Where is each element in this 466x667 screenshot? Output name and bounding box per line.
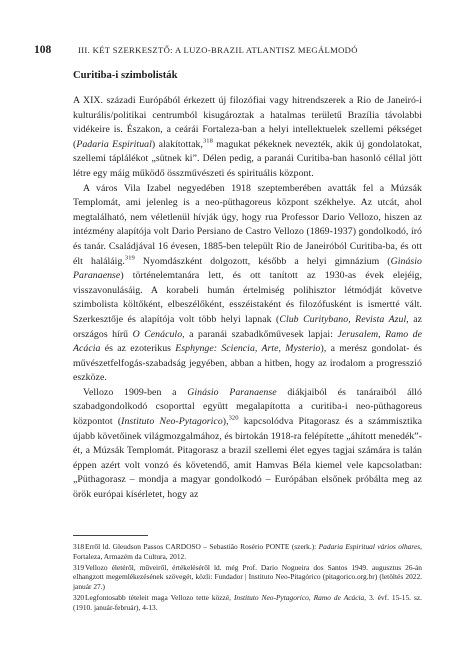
text-run: Erről ld. Gleudson Passos CARDOSO – Sebastião Rosério PONTE (szerk.): (85, 542, 319, 551)
running-head: III. KÉT SZERKESZTŐ: A LUZO-BRAZIL ATLANTISZ MEGÁLMODÓ (78, 45, 358, 55)
page-number: 108 (34, 44, 52, 56)
text-run: ), a merész gondolat- és művészetfelfogás-szabadság jegyében, abban a hitben, hogy az irodalom a progresszió eszköze. (73, 343, 422, 384)
italic-text: Ginásio Paranaense (187, 386, 277, 398)
text-run: Vellozo életéről, műveiről, értékeléséről ld. még Prof. Dario Nogueira dos Santos 1949. augusztus 26-án elhangzott megemlékezésének szövegét, közli: Fundador | Instituto Neo-Pitagórico (pitagorico.org.br) (letöltés 2022. január 27.) (73, 562, 422, 591)
paragraph (73, 94, 422, 182)
text-run: ) alakítottak, (151, 138, 203, 150)
footnote (73, 563, 422, 592)
italic-text: Padaria Espiritual (76, 138, 152, 150)
text-run: Vellozo 1909-ben a (83, 386, 188, 398)
footnote-separator (73, 535, 148, 536)
italic-text: Esphynge: Sciencia, Arte, Mysterio (175, 343, 321, 355)
text-run: kapcsolódva Pitagorasz és a számmisztika újabb követőinek világmozgalmához, és birtokán 1918-ra felépítette „áhított menedék”-ét, a Múzsák Templomát. Pitagorasz a brazil szellemi élet egyes tagjai számára is talán éppen azért volt vonzó és követendő, amit Hamvas Béla kiemel vele kapcsolatban: „Püthagorasz – mondja a magyar gondolkodó – Európában elsőnek próbálta meg az örök európai kísérletet, hogy az (73, 416, 422, 501)
footnote-ref: 318 (202, 137, 213, 145)
italic-text: Instituto Neo-Pytagorico (121, 416, 223, 428)
text-run: Legfontosabb tételeit maga Vellozo tette közzé, (85, 592, 234, 602)
body-text (73, 94, 422, 503)
text-run: és az ezoterikus (100, 343, 176, 355)
footnote-number: 319 (73, 562, 85, 572)
italic-text: Club Curitybano, Revista Azul (279, 313, 407, 325)
italic-text: Jerusalem, Ramo de Acácia (73, 328, 422, 355)
section-title: Curitiba-i szimbolisták (73, 70, 178, 81)
footnote-ref: 319 (124, 254, 135, 262)
italic-text: O Cenáculo (132, 328, 183, 340)
footnote (73, 593, 422, 612)
italic-text: Instituto Neo-Pytagorico, Ramo de Acácia (233, 592, 365, 602)
page-header (34, 44, 432, 58)
italic-text: Ginásio Paranaense (73, 255, 422, 282)
text-run: A XIX. századi Európából érkezett új filozófiai vagy hitrendszerek a Rio de Janeiró-i kulturális/politikai centrumból kisugároztak a hatalmas területű Brazília távolabbi vidékeire is. Északon, a ceárái Fortaleza-ban a helyi intellektuelek szellemi pékséget ( (73, 95, 422, 150)
text-run: ), (222, 416, 229, 428)
footnote-number: 320 (73, 592, 85, 602)
footnote-number: 318 (73, 542, 85, 551)
text-run: , a paranái szabadkőművesek lapjai: (182, 328, 338, 340)
text-run: , Fortaleza, Armazém da Cultura, 2012. (73, 542, 422, 561)
text-run: , 3. évf. 15-15. sz. (1910. január-február), 4-13. (73, 592, 422, 612)
italic-text: Padaria Espiritual vários olhares (318, 542, 421, 551)
paragraph (73, 182, 422, 386)
text-run: A város Vila Izabel negyedében 1918 szeptemberében avatták fel a Múzsák Templomát, ami jelenleg is a neo-püthagoreus központ székhelye. Az utcát, ahol megtalálható, nem véletlenül hívják úgy, hogy rua Professor Dario Vellozo, hiszen az intézmény alapítója volt Dario Persiano de Castro Vellozo (1869-1937) gondolkodó, író és tanár. Családjával 16 évesen, 1885-ben települt Rio de Janeiróból Curitiba-ba, és ott élt haláláig. (73, 182, 422, 267)
footnote (73, 542, 422, 561)
text-run: diákjaiból és tanáraiból álló szabadgondolkodó csoporttal együtt megalapította a curitiba-i neo-püthagoreus központot ( (73, 386, 423, 428)
text-run: , az országos hírű (73, 313, 422, 340)
paragraph (73, 386, 422, 503)
footnotes (73, 542, 422, 614)
footnote-ref: 320 (228, 414, 239, 422)
text-run: magukat pékeknek nevezték, akik új gondolatokat, szellemi táplálékot „sütnek ki”. Délen pedig, a paranái Curitiba-ban hasonló céllal jött létre egy máig működő összművészeti és spirituális központ. (73, 138, 422, 179)
text-run: ) történelemtanára lett, és ott tanított az 1930-as évek elejéig, visszavonulásáig. A korabeli humán értelmiség polihisztor létmódját követve szimbolista költőként, elbeszélőként, esszéistaként és filozófusként is ismertté vált. Szerkesztője és alapítója volt több helyi lapnak ( (73, 270, 422, 325)
text-run: Nyomdászként dolgozott, később a helyi gimnázium ( (134, 255, 391, 267)
